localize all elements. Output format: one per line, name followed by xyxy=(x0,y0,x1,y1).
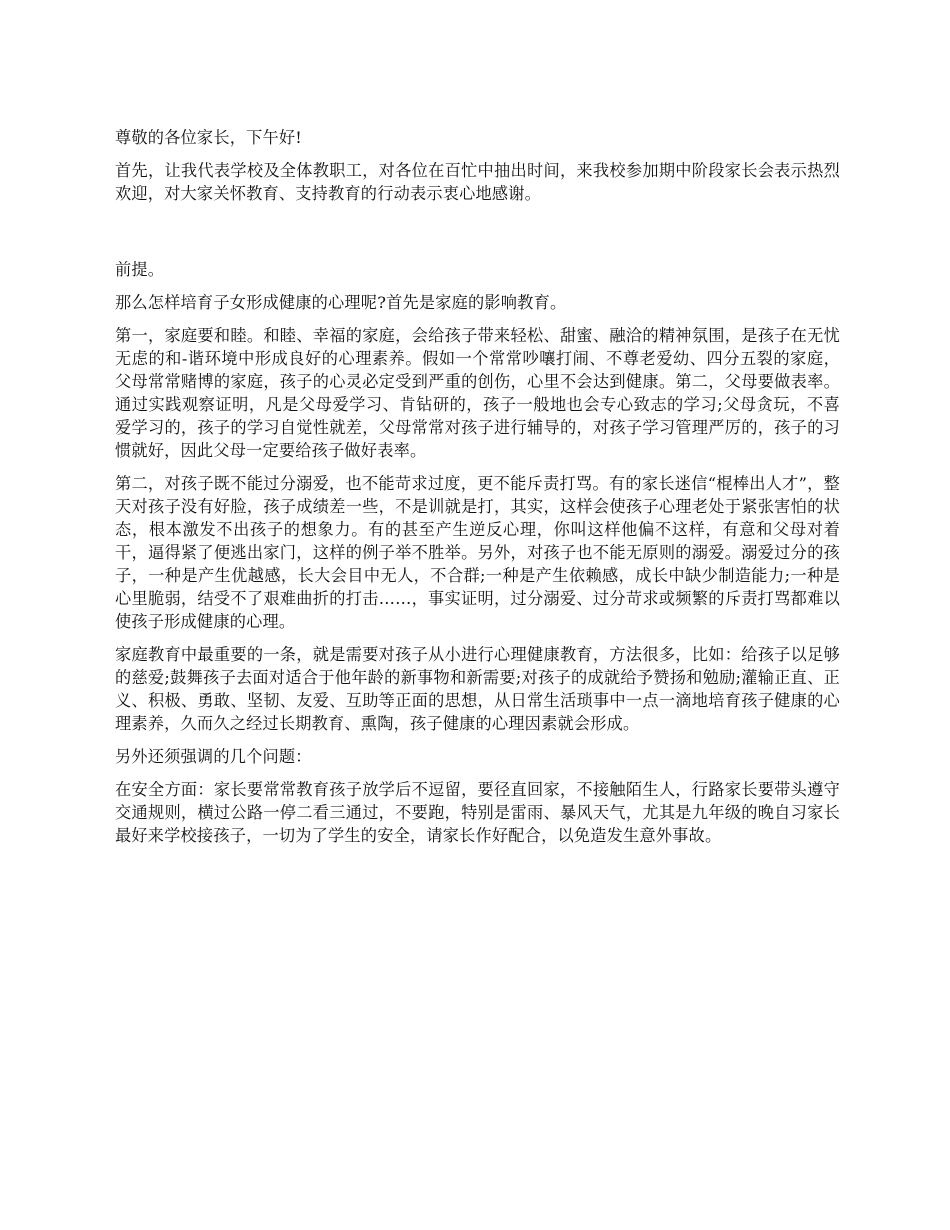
question-paragraph: 那么怎样培育子女形成健康的心理呢?首先是家庭的影响教育。 xyxy=(115,293,567,312)
paragraph-gap xyxy=(115,281,840,291)
paragraph-gap xyxy=(115,633,840,643)
safety-paragraph: 在安全方面：家长要常常教育孩子放学后不逗留，要径直回家，不接触陌生人，行路家长要带头遵守交通规则，横过公路一停二看三通过，不要跑，特别是雷雨、暴风天气，尤其是九年级的晚自习家长最好来学校接孩子，一切为了学生的安全，请家长作好配合，以免造发生意外事故。 xyxy=(115,780,840,845)
section-gap xyxy=(115,205,840,258)
paragraph-gap xyxy=(115,149,840,159)
paragraph-gap xyxy=(115,462,840,472)
welcome-paragraph: 首先，让我代表学校及全体教职工，对各位在百忙中抽出时间，来我校参加期中阶段家长会表示热烈欢迎，对大家关怀教育、支持教育的行动表示衷心地感谢。 xyxy=(115,161,840,203)
document-body xyxy=(115,126,840,847)
no-spoiling-paragraph: 第二，对孩子既不能过分溺爱，也不能苛求过度，更不能斥责打骂。有的家长迷信“棍棒出人才”，整天对孩子没有好脸，孩子成绩差一些，不是训就是打，其实，这样会使孩子心理老处于紧张害怕的状态，根本激发不出孩子的想象力。有的甚至产生逆反心理，你叫这样他偏不这样，有意和父母对着干，逼得紧了便逃出家门，这样的例子举不胜举。另外，对孩子也不能无原则的溺爱。溺爱过分的孩子，一种是产生优越感，长大会目中无人，不合群;一种是产生依赖感，成长中缺少制造能力;一种是心里脆弱，结受不了艰难曲折的打击……，事实证明，过分溺爱、过分苛求或频繁的斥责打骂都难以使孩子形成健康的心理。 xyxy=(115,474,840,631)
other-issues-paragraph: 另外还须强调的几个问题： xyxy=(115,747,312,766)
premise-paragraph: 前提。 xyxy=(115,260,165,279)
mental-health-paragraph: 家庭教育中最重要的一条，就是需要对孩子从小进行心理健康教育，方法很多，比如：给孩子以足够的慈爱;鼓舞孩子去面对适合于他年龄的新事物和新需要;对孩子的成就给予赞扬和勉励;灌输正直、正义、积极、勇敢、坚韧、友爱、互助等正面的思想，从日常生活琐事中一点一滴地培育孩子健康的心理素养，久而久之经过长期教育、熏陶，孩子健康的心理因素就会形成。 xyxy=(115,645,840,733)
greeting-paragraph: 尊敬的各位家长，下午好! xyxy=(115,128,302,147)
paragraph-gap xyxy=(115,768,840,778)
paragraph-gap xyxy=(115,735,840,745)
family-harmony-paragraph: 第一，家庭要和睦。和睦、幸福的家庭，会给孩子带来轻松、甜蜜、融洽的精神氛围，是孩子在无忧无虑的和-谐环境中形成良好的心理素养。假如一个常常吵嚷打闹、不尊老爱幼、四分五裂的家庭，父母常常赌博的家庭，孩子的心灵必定受到严重的创伤，心里不会达到健康。第二，父母要做表率。通过实践观察证明，凡是父母爱学习、肯钻研的，孩子一般地也会专心致志的学习;父母贪玩，不喜爱学习的，孩子的学习自觉性就差，父母常常对孩子进行辅导的，对孩子学习管理严厉的，孩子的习惯就好，因此父母一定要给孩子做好表率。 xyxy=(115,326,840,460)
paragraph-gap xyxy=(115,314,840,324)
